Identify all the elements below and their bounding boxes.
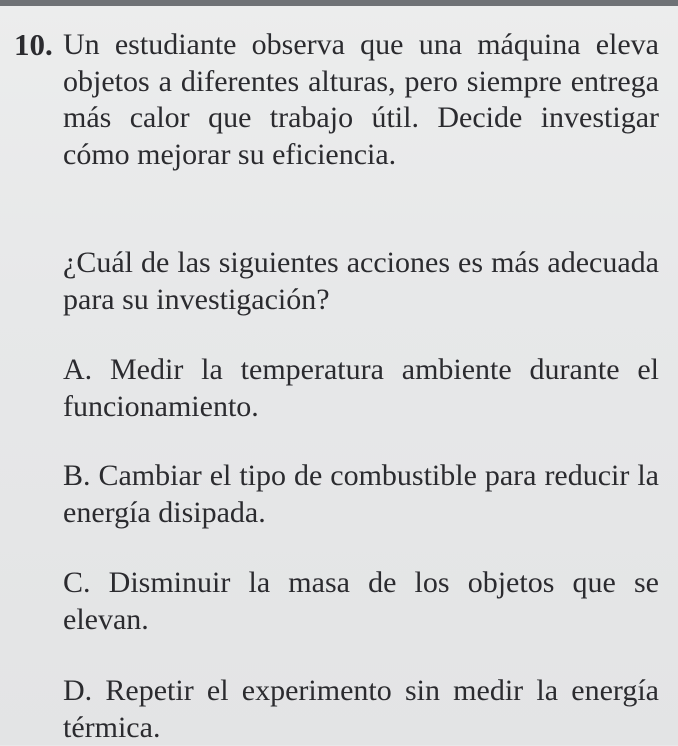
question-number: 10. [14, 27, 53, 62]
option-a[interactable]: A. Medir la temperatura ambiente durante el funcionamiento. [63, 353, 659, 423]
option-b[interactable]: B. Cambiar el tipo de combustible para reducir la energía disipada. [63, 459, 659, 529]
question-prompt: ¿Cuál de las siguientes acciones es más adecuada para su investigación? [63, 246, 659, 316]
question-stem: Un estudiante observa que una máquina eleva objetos a diferentes alturas, pero siempre entrega más calor que trabajo útil. Decide investigar cómo mejorar su eficiencia. [63, 28, 659, 171]
top-rule [0, 0, 678, 6]
option-c[interactable]: C. Disminuir la masa de los objetos que se elevan. [63, 566, 659, 636]
option-d[interactable]: D. Repetir el experimento sin medir la energía térmica. [63, 674, 659, 744]
